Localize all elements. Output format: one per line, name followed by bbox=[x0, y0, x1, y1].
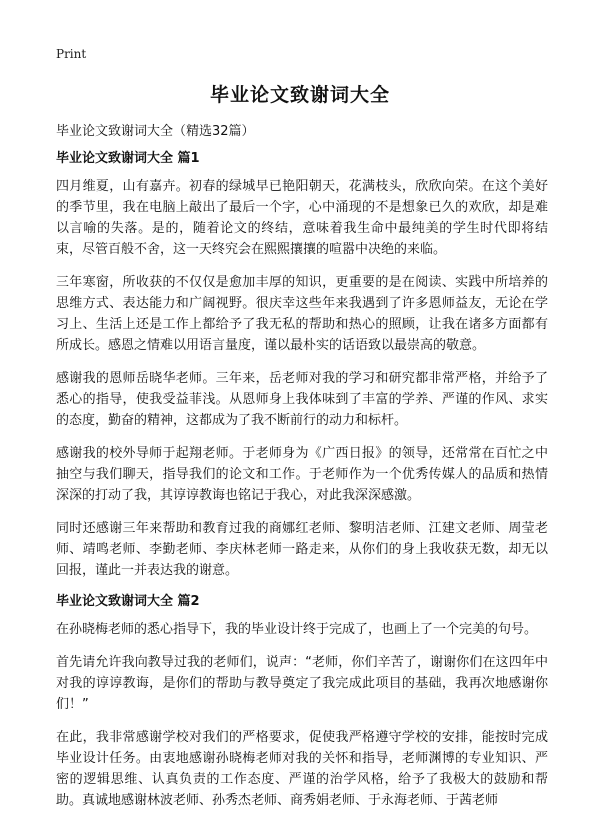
paragraph: 在孙晓梅老师的悉心指导下，我的毕业设计终于完成了，也画上了一个完美的句号。 bbox=[56, 622, 538, 637]
paragraph: 感谢我的恩师岳晓华老师。三年来，岳老师对我的学习和研究都非常严格，并给予了悉心的指导，使我受益菲浅。从恩师身上我体味到了丰富的学养、严谨的作风、求实的态度，勤奋的精神，这都成为了我不断前行的动力和标杆。 bbox=[56, 371, 548, 428]
article-body bbox=[56, 150, 548, 823]
print-link[interactable]: Print bbox=[56, 47, 87, 61]
paragraph: 三年寒窗，所收获的不仅仅是愈加丰厚的知识，更重要的是在阅读、实践中所培养的思维方式、表达能力和广阔视野。很庆幸这些年来我遇到了许多恩师益友，无论在学习上、生活上还是工作上都给予了我无私的帮助和热心的照顾，让我在诸多方面都有所成长。感恩之情难以用语言量度，谨以最朴实的话语致以最崇高的敬意。 bbox=[56, 275, 548, 353]
section-heading: 毕业论文致谢词大全 篇1 bbox=[56, 151, 200, 166]
section-1 bbox=[56, 150, 548, 581]
page-subtitle: 毕业论文致谢词大全（精选32篇） bbox=[56, 124, 255, 139]
section-2 bbox=[56, 593, 548, 811]
paragraph: 感谢我的校外导师于起翔老师。于老师身为《广西日报》的领导，还常常在百忙之中抽空与我们聊天，指导我们的论文和工作。于老师作为一个优秀传媒人的品质和热情深深的打动了我，其谆谆教诲也铭记于我心，对此我深深感激。 bbox=[56, 446, 548, 503]
page-title: 毕业论文致谢词大全 bbox=[209, 84, 390, 106]
paragraph: 首先请允许我向教导过我的老师们，说声：“老师，你们辛苦了，谢谢你们在这四年中对我的谆谆教诲，是你们的帮助与教导奠定了我完成此项目的基础，我再次地感谢你们！” bbox=[56, 655, 548, 712]
section-heading: 毕业论文致谢词大全 篇2 bbox=[56, 594, 200, 609]
paragraph: 四月维夏，山有嘉卉。初春的绿城早已艳阳朝天，花满枝头，欣欣向荣。在这个美好的季节里，我在电脑上敲出了最后一个字，心中涌现的不是想象已久的欢欣，却是难以言喻的失落。是的，随着论文的终结，意味着我生命中最纯美的学生时代即将结束，尽管百般不舍，这一天终究会在熙熙攘攘的喧嚣中决绝的来临。 bbox=[56, 179, 548, 257]
paragraph: 在此，我非常感谢学校对我们的严格要求，促使我严格遵守学校的安排，能按时完成毕业设计任务。由衷地感谢孙晓梅老师对我的关怀和指导，老师渊博的专业知识、严密的逻辑思维、认真负责的工作态度、严谨的治学风格，给予了我极大的鼓励和帮助。真诚地感谢林波老师、孙秀杰老师、商秀娟老师、于永海老师、于茜老师 bbox=[56, 730, 548, 808]
paragraph: 同时还感谢三年来帮助和教育过我的商娜红老师、黎明洁老师、江建文老师、周莹老师、靖鸣老师、李勤老师、李庆林老师一路走来，从你们的身上我收获无数，却无以回报，谨此一并表达我的谢意。 bbox=[56, 521, 548, 578]
